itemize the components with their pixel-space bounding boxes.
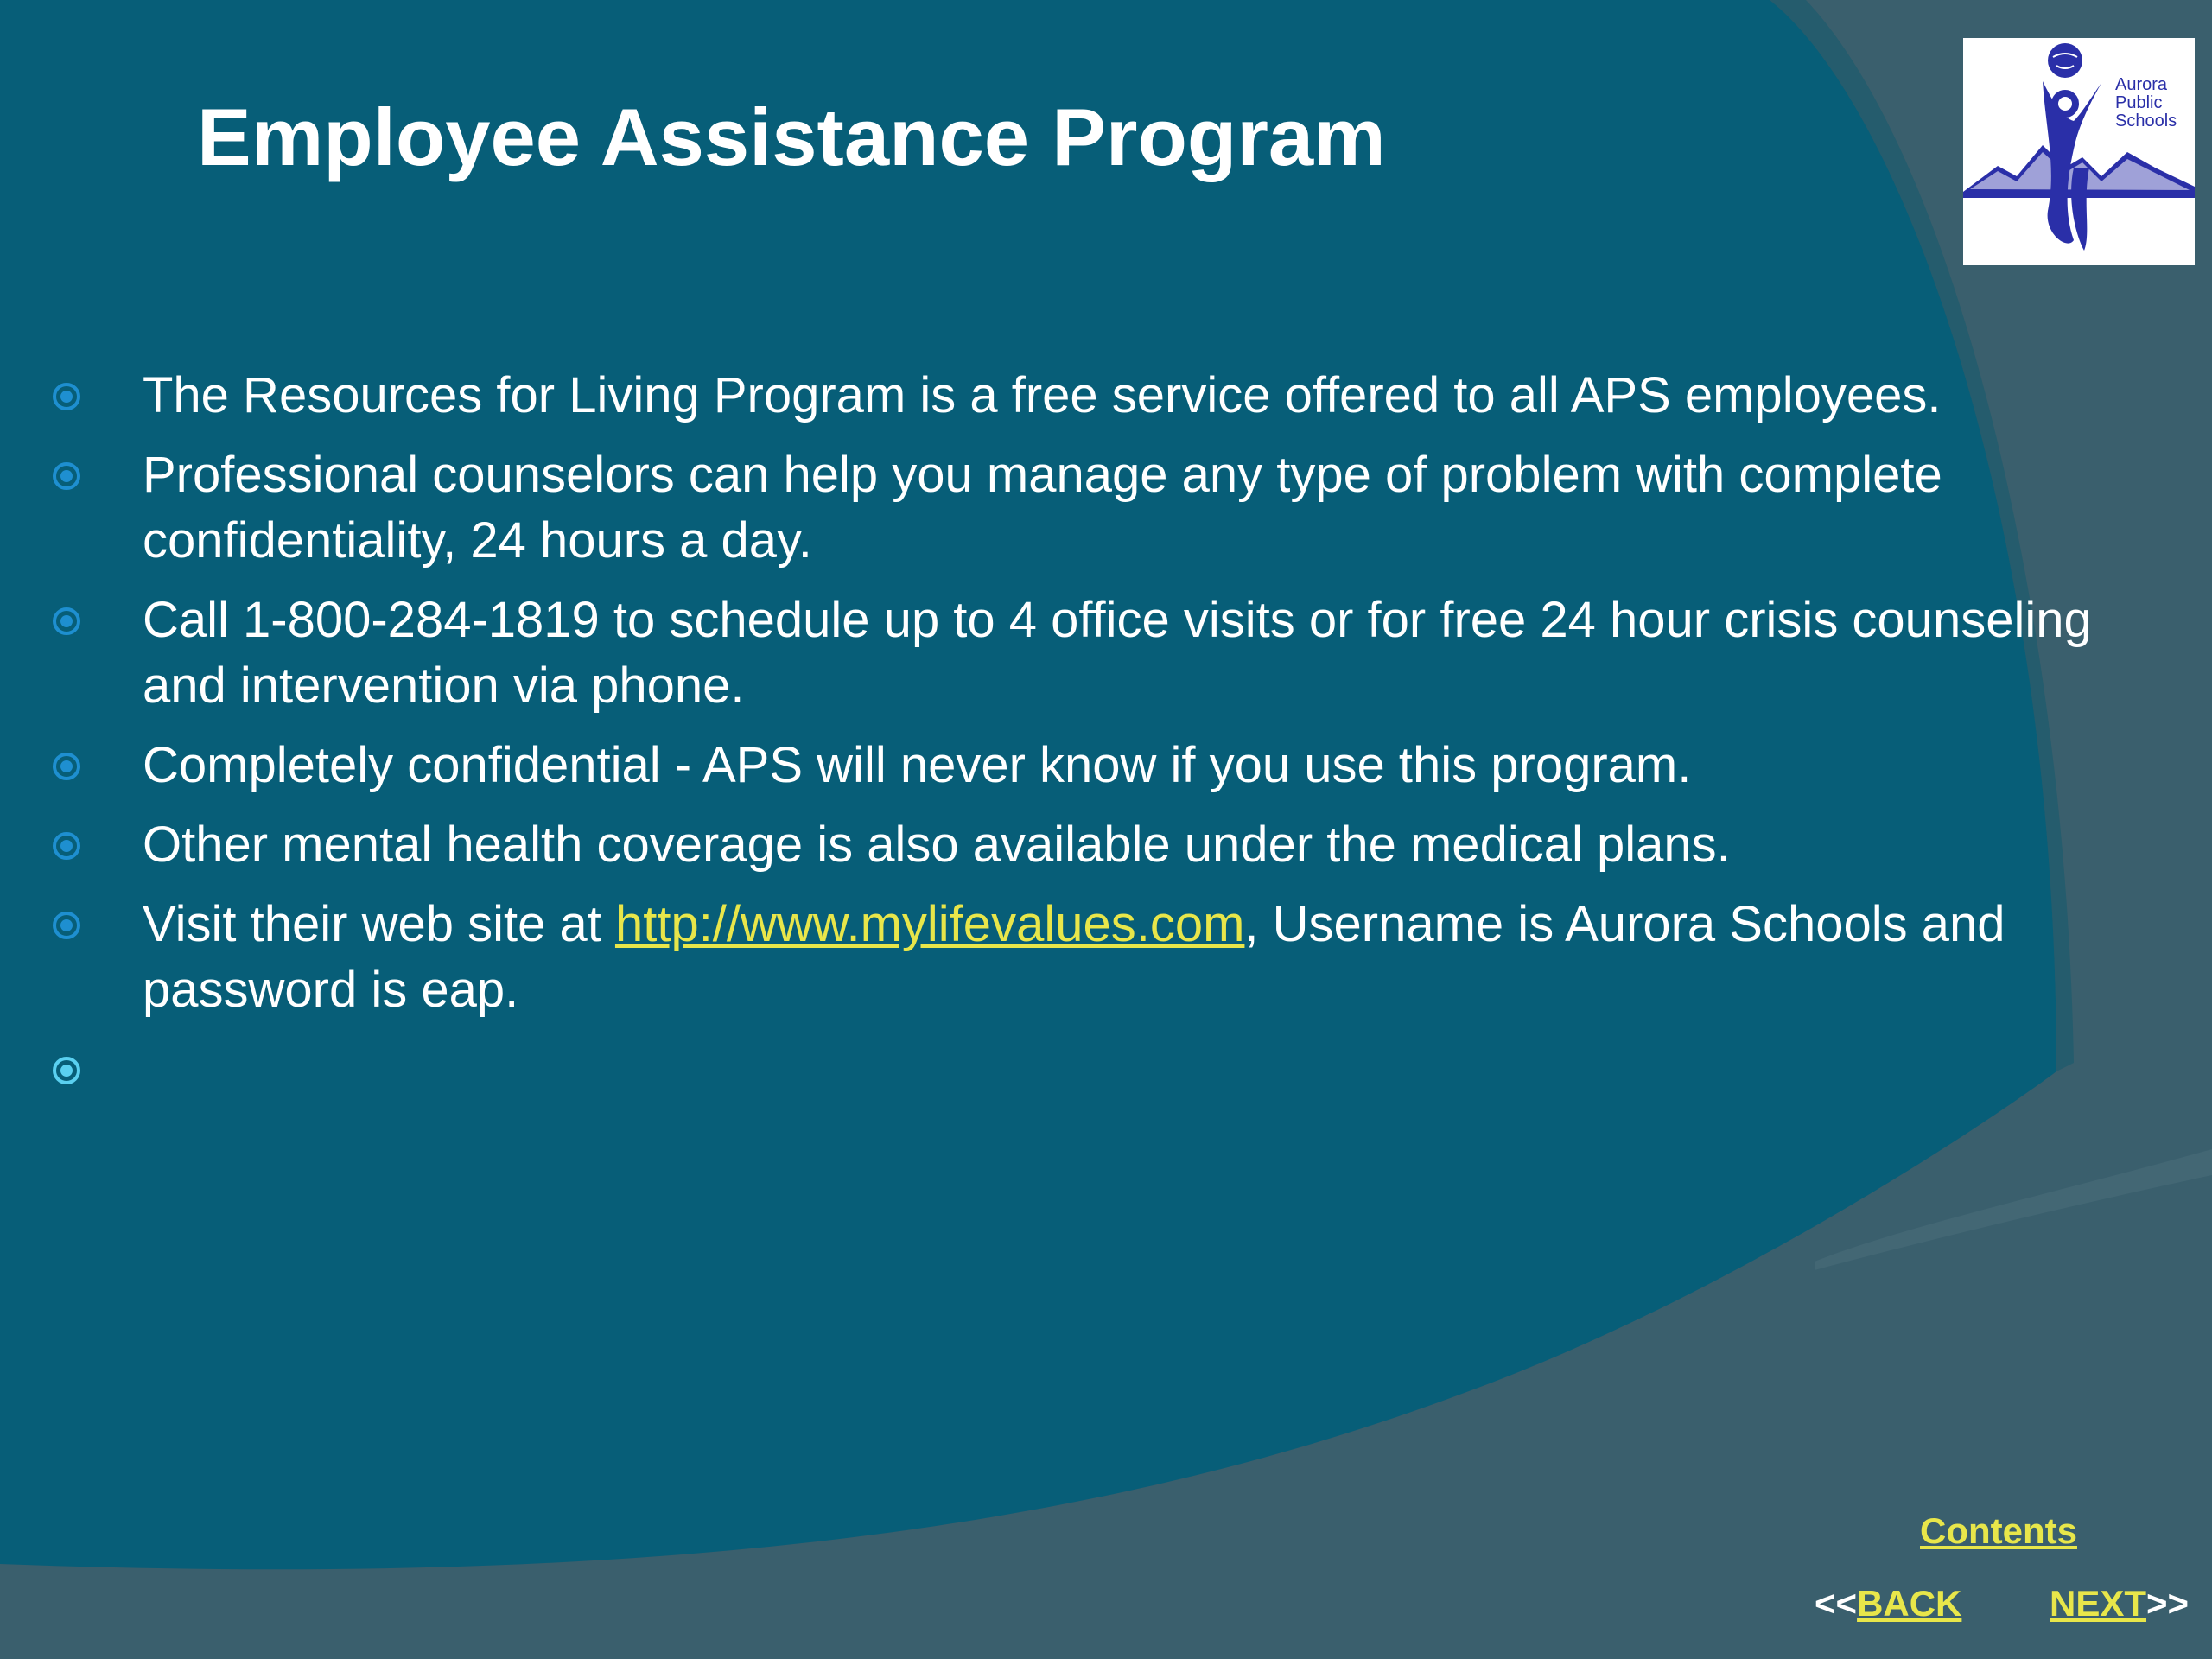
next-nav xyxy=(2050,1583,2189,1624)
bullet-marker-icon xyxy=(52,382,81,411)
bullet-text-after-link: , Username is Aurora Schools and password is eap. xyxy=(143,896,2005,1018)
logo-text-line1: Aurora xyxy=(2115,75,2168,94)
bullet-marker-icon xyxy=(52,1056,81,1085)
next-link[interactable]: NEXT xyxy=(2050,1583,2147,1624)
bullet-item xyxy=(52,812,2143,878)
next-suffix: >> xyxy=(2146,1583,2190,1624)
bullet-item xyxy=(52,733,2143,798)
back-link[interactable]: BACK xyxy=(1857,1583,1962,1624)
bullet-marker-icon xyxy=(52,911,81,940)
back-nav xyxy=(1815,1583,1961,1624)
bullet-text: Other mental health coverage is also available under the medical plans. xyxy=(143,817,1731,873)
aurora-public-schools-logo xyxy=(1963,38,2195,265)
bullet-text: The Resources for Living Program is a free service offered to all APS employees. xyxy=(143,367,1942,423)
bullet-item xyxy=(52,892,2143,1023)
bullet-marker-icon xyxy=(52,752,81,781)
bullet-text: Call 1-800-284-1819 to schedule up to 4 office visits or for free 24 hour crisis counseling and intervention via phone. xyxy=(143,592,2092,714)
bullet-item xyxy=(52,363,2143,429)
bullet-item xyxy=(52,588,2143,719)
logo-text xyxy=(2115,76,2177,130)
bullet-item xyxy=(52,442,2143,574)
bullet-text: Completely confidential - APS will never know if you use this program. xyxy=(143,737,1692,793)
logo-text-line3: Schools xyxy=(2115,111,2177,130)
bullet-text-before-link: Visit their web site at xyxy=(143,896,615,952)
bullet-marker-icon xyxy=(52,461,81,491)
logo-text-line2: Public xyxy=(2115,93,2163,112)
slide-title: Employee Assistance Program xyxy=(197,92,1386,182)
contents-link[interactable]: Contents xyxy=(1920,1510,2077,1551)
bullet-marker-icon xyxy=(52,831,81,861)
back-prefix: << xyxy=(1815,1583,1858,1624)
website-link[interactable]: http://www.mylifevalues.com xyxy=(614,896,1245,952)
bullet-marker-icon xyxy=(52,607,81,636)
bullet-item-empty xyxy=(52,1037,2143,1103)
bullet-text: Professional counselors can help you manage any type of problem with complete confidentiality, 24 hours a day. xyxy=(143,447,1942,569)
bullet-list xyxy=(52,363,2143,1116)
